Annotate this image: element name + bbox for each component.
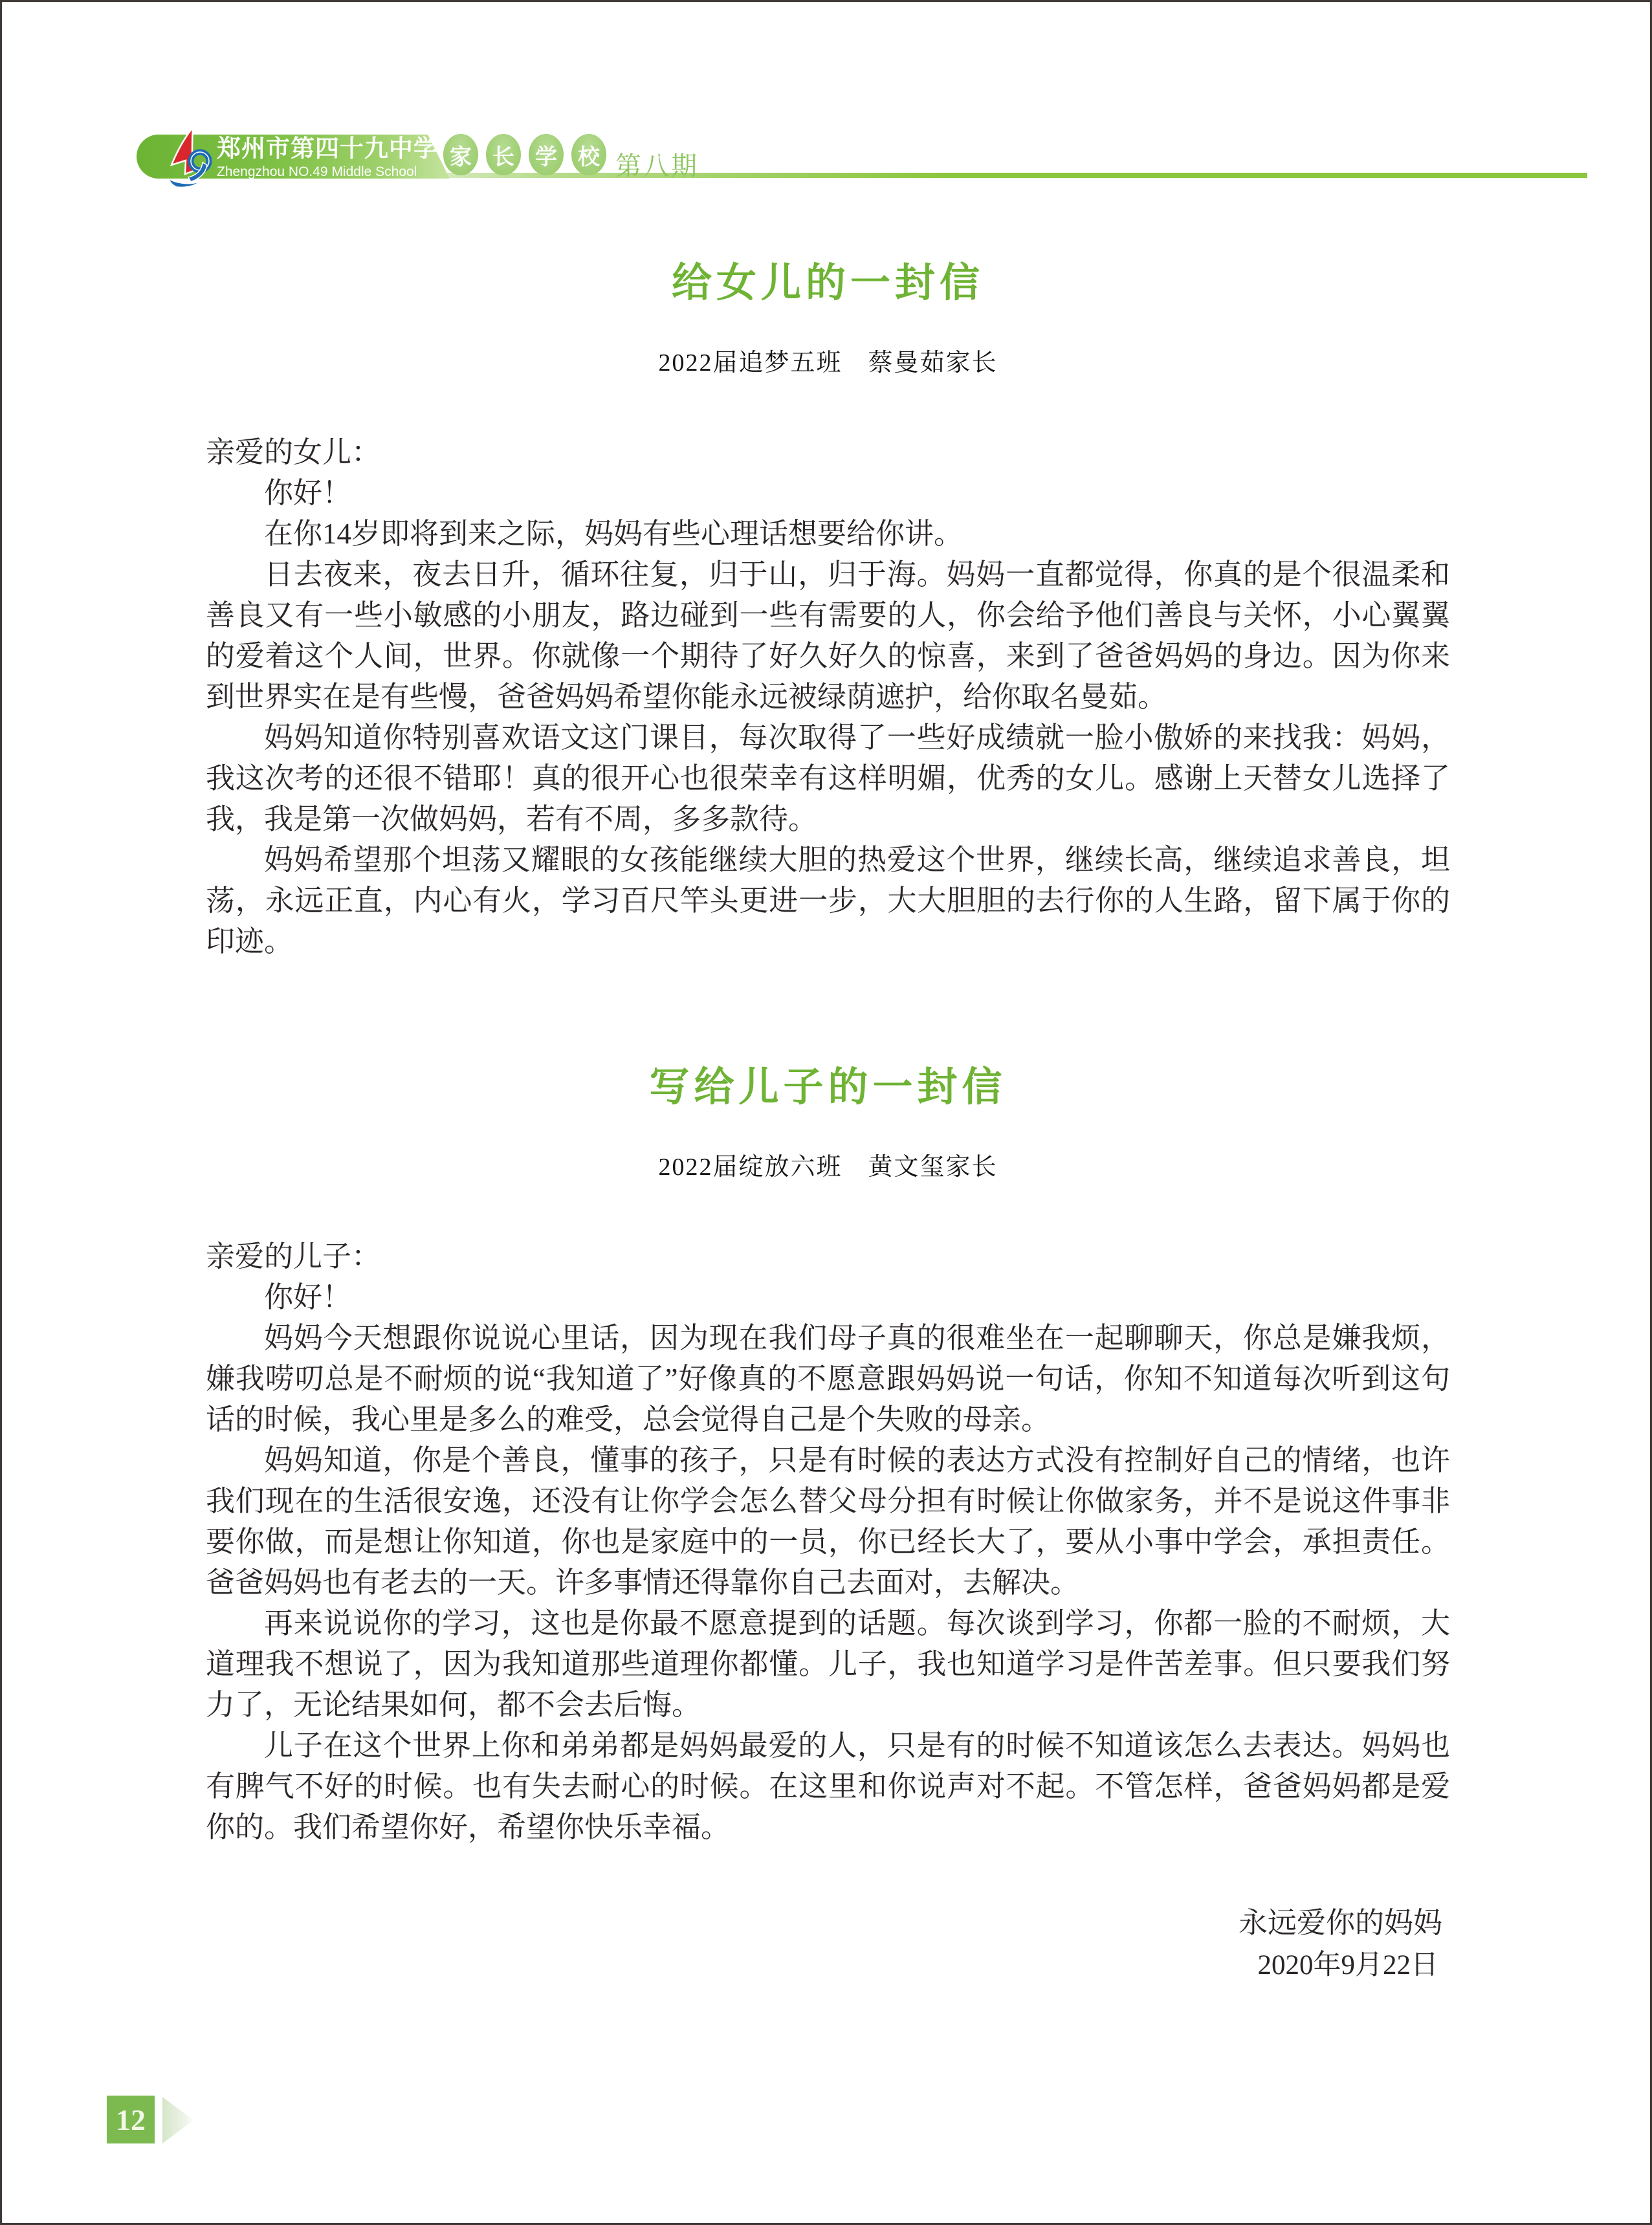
school-name-cn: 郑州市第四十九中学 [217,136,438,162]
paragraph: 妈妈今天想跟你说说心里话，因为现在我们母子真的很难坐在一起聊聊天，你总是嫌我烦，嫌我唠叨总是不耐烦的说“我知道了”好像真的不愿意跟妈妈说一句话，你知不知道每次听到这句话的时候，我心里是多么的难受，总会觉得自己是个失败的母亲。 [206,1322,1450,1436]
signature-name: 永远爱你的妈妈 [1238,1907,1442,1939]
paragraph: 你好！ [264,1281,352,1313]
letter-title: 写给儿子的一封信 [649,1066,1007,1110]
letter-body [206,432,1450,962]
letter-to-daughter [2,256,1652,962]
school-name-block [217,137,438,179]
paragraph: 在你14岁即将到来之际，妈妈有些心理话想要给你讲。 [264,518,964,550]
school-name-en: Zhengzhou NO.49 Middle School [217,164,417,179]
paragraph: 儿子在这个世界上你和弟弟都是妈妈最爱的人，只是有的时候不知道该怎么去表达。妈妈也有脾气不好的时候。也有失去耐心的时候。在这里和你说声对不起。不管怎样，爸爸妈妈都是爱你的。我们希望你好，希望你快乐幸福。 [206,1729,1450,1843]
salutation: 亲爱的女儿： [206,436,381,468]
school-logo-icon [162,125,217,190]
letter-body [206,1236,1450,1986]
badge-xue: 学 [529,134,564,175]
letter-to-son [2,1060,1652,1986]
paragraph: 你好！ [264,477,352,509]
paragraph: 妈妈知道，你是个善良，懂事的孩子，只是有时候的表达方式没有控制好自己的情绪，也许我们现在的生活很安逸，还没有让你学会怎么替父母分担有时候让你做家务，并不是说这件事非要你做，而是想让你知道，你也是家庭中的一员，你已经长大了，要从小事中学会，承担责任。爸爸妈妈也有老去的一天。许多事情还得靠你自己去面对，去解决。 [206,1444,1450,1599]
paragraph: 妈妈知道你特别喜欢语文这门课目，每次取得了一些好成绩就一脸小傲娇的来找我：妈妈，我这次考的还很不错耶！真的很开心也很荣幸有这样明媚，优秀的女儿。感谢上天替女儿选择了我，我是第一次做妈妈，若有不周，多多款待。 [206,721,1450,835]
letter-title: 给女儿的一封信 [671,261,984,305]
page-number-badge: 12 [107,2096,155,2143]
page-number-arrow-icon [162,2097,193,2143]
badge-zhang: 长 [486,134,521,175]
letter-byline: 2022届绽放六班 黄文玺家长 [658,1154,998,1181]
badge-jia: 家 [443,134,478,175]
issue-label: 第八期 [615,152,699,181]
signature-date: 2020年9月22日 [1257,1950,1438,1980]
paragraph: 妈妈希望那个坦荡又耀眼的女孩能继续大胆的热爱这个世界，继续长高，继续追求善良，坦荡，永远正直，内心有火，学习百尺竿头更进一步，大大胆胆的去行你的人生路，留下属于你的印迹。 [206,844,1450,958]
badge-xiao: 校 [571,134,606,175]
paragraph: 日去夜来，夜去日升，循环往复，归于山，归于海。妈妈一直都觉得，你真的是个很温柔和善良又有一些小敏感的小朋友，路边碰到一些有需要的人，你会给予他们善良与关怀，小心翼翼的爱着这个人间，世界。你就像一个期待了好久好久的惊喜，来到了爸爸妈妈的身边。因为你来到世界实在是有些慢，爸爸妈妈希望你能永远被绿荫遮护，给你取名曼茹。 [206,558,1450,713]
signature-block [206,1903,1450,1986]
salutation: 亲爱的儿子： [206,1240,381,1273]
letter-byline: 2022届追梦五班 蔡曼茹家长 [658,349,998,377]
paragraph: 再来说说你的学习，这也是你最不愿意提到的话题。每次谈到学习，你都一脸的不耐烦，大道理我不想说了，因为我知道那些道理你都懂。儿子，我也知道学习是件苦差事。但只要我们努力了，无论结果如何，都不会去后悔。 [206,1607,1450,1721]
header-rule [402,173,1587,178]
